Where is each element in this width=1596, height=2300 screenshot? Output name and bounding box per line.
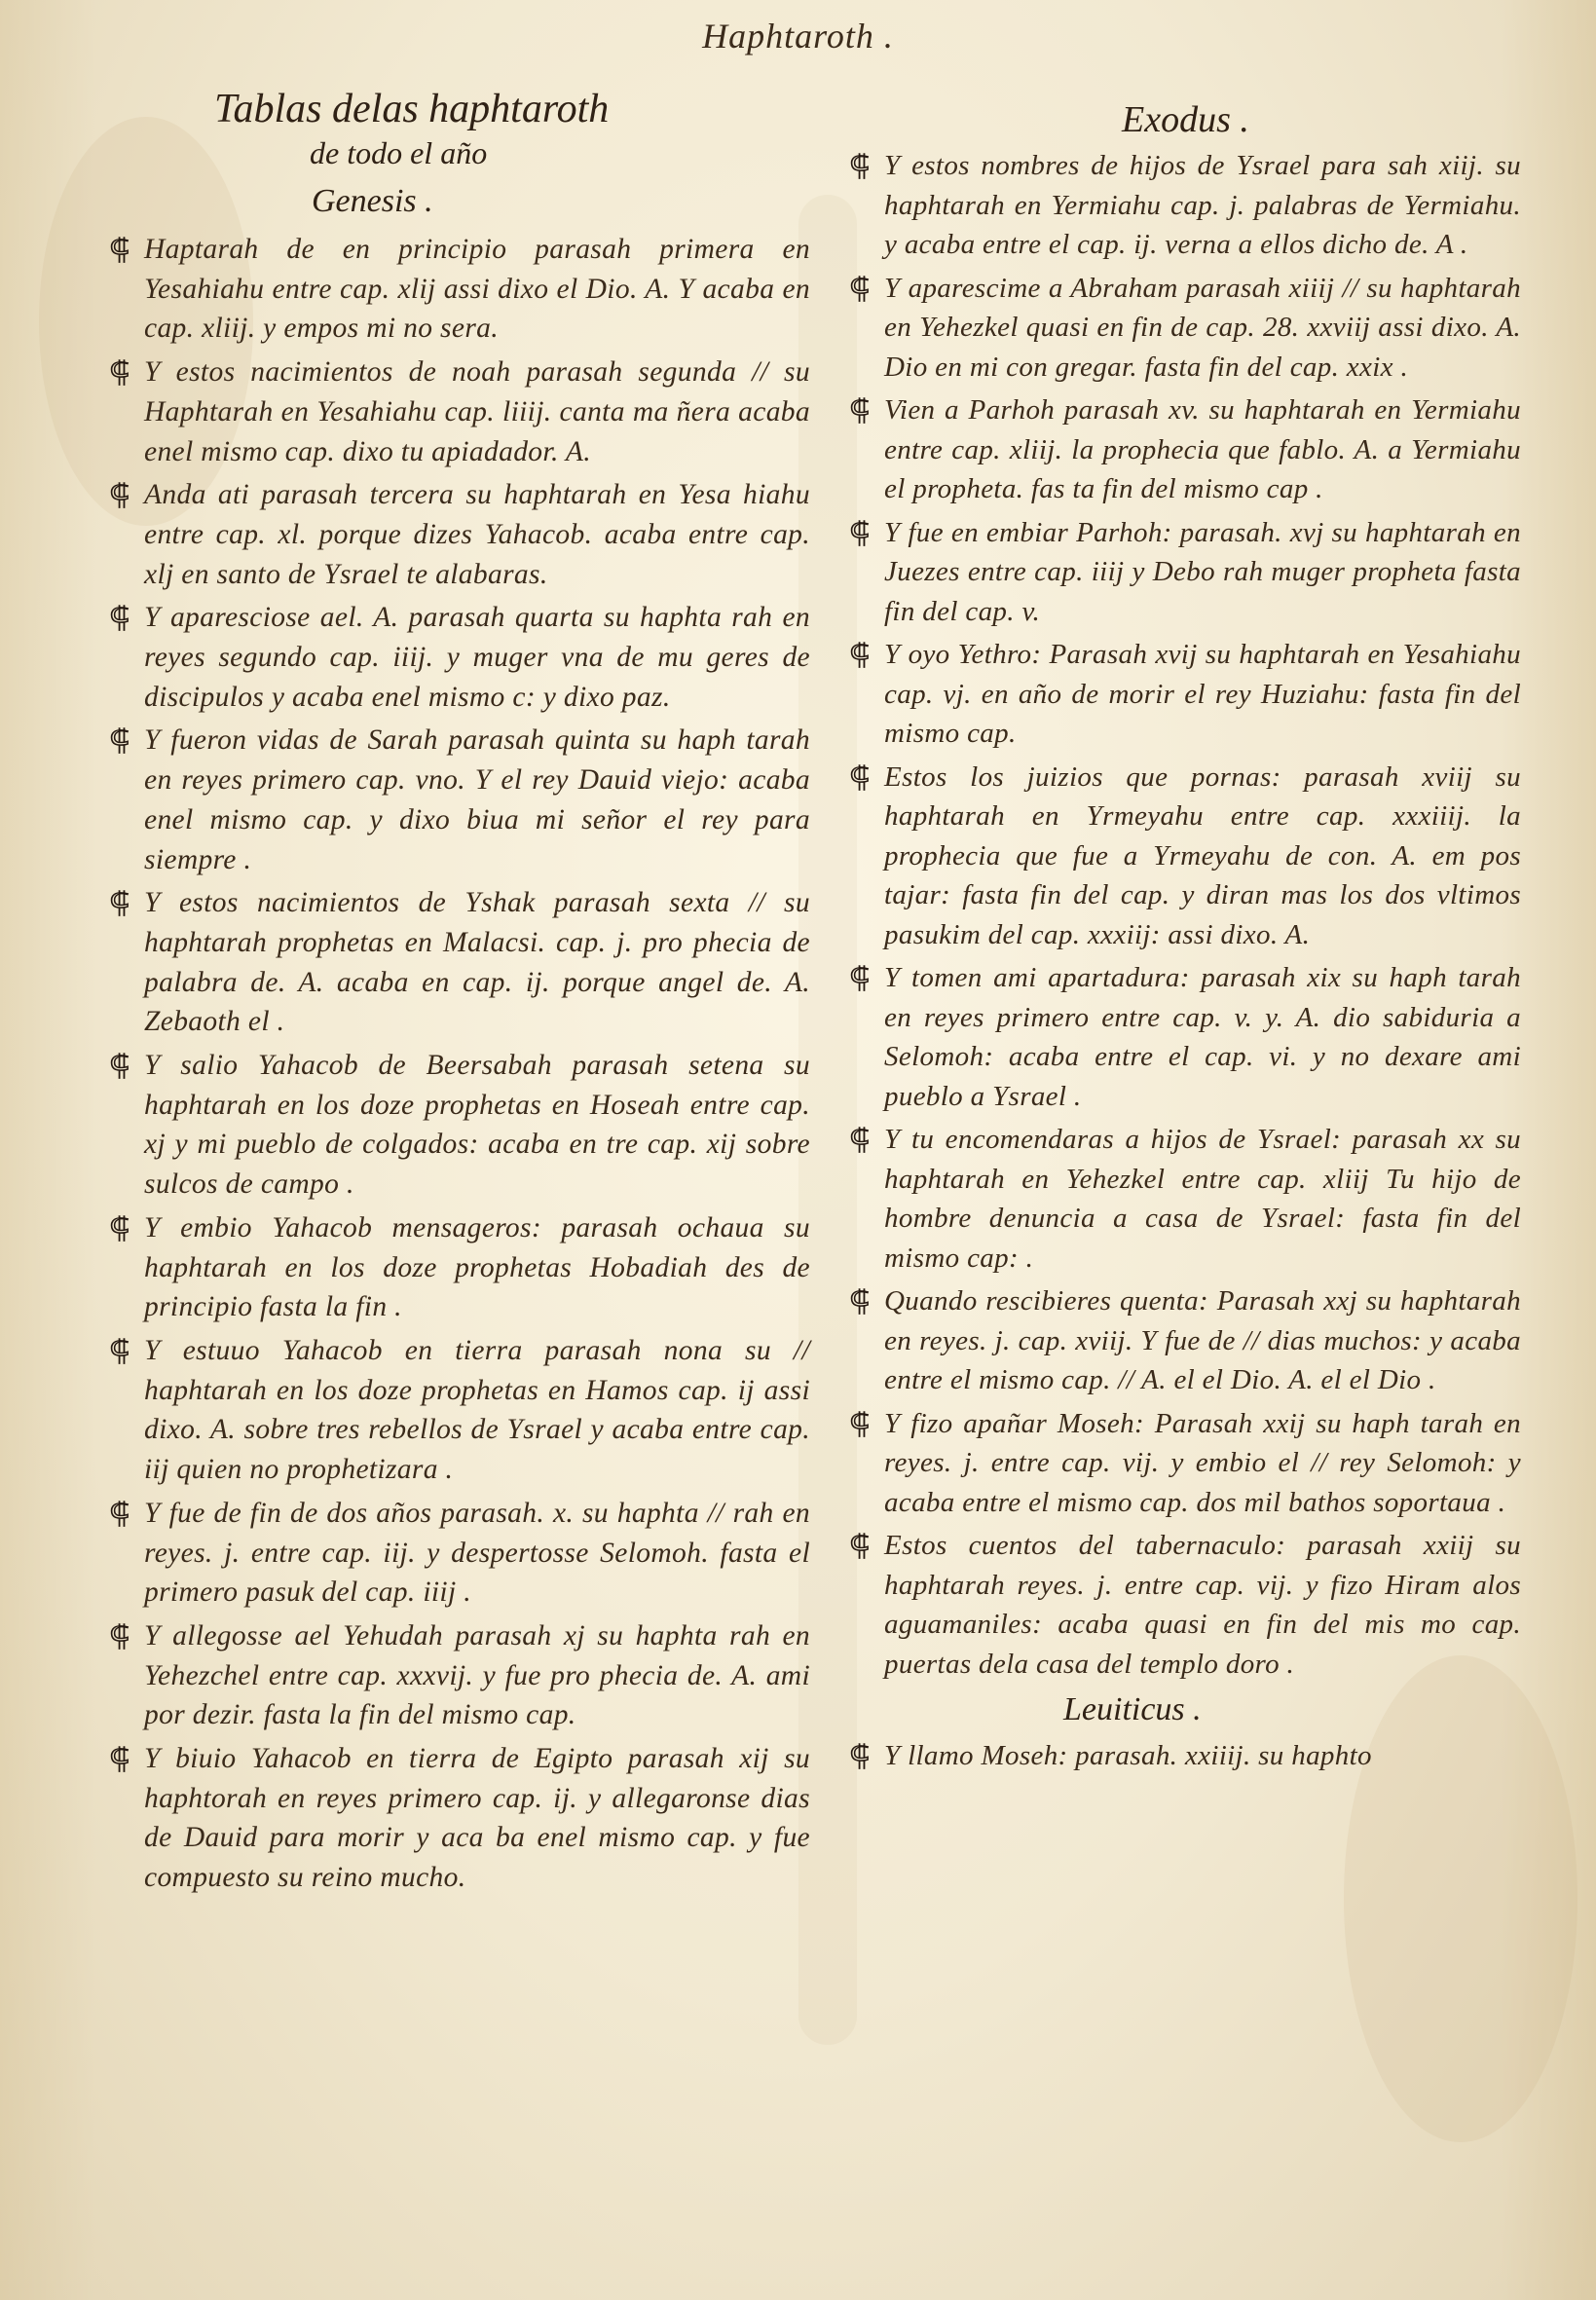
entry-text: Y estos nacimientos de Yshak parasah sexta // su haphtarah prophetas en Malacsi. cap. j. pro phecia de palabra de. A. acaba en cap. ij. porque angel de. A. Zebaoth el .: [144, 887, 810, 1038]
entry-text: Y salio Yahacob de Beersabah parasah setena su haphtarah en los doze prophetas en Hoseah entre cap. xj y mi pueblo de colgados: acaba en tre cap. xij sobre sulcos de campo .: [144, 1050, 810, 1201]
pilcrow-icon: ⸿: [849, 1406, 871, 1441]
haphtarah-entry: [849, 1281, 1521, 1400]
running-head: Haphtaroth .: [702, 17, 894, 56]
right-column: [849, 82, 1521, 1780]
pilcrow-icon: ⸿: [109, 478, 130, 513]
table-title: Tablas delas haphtaroth: [214, 87, 610, 131]
entry-text: Y allegosse ael Yehudah parasah xj su haphta rah en Yehezchel entre cap. xxxvij. y fue pro phecia de. A. ami por dezir. fasta la fin del mismo cap.: [144, 1619, 810, 1731]
haphtarah-entry: [849, 1526, 1521, 1684]
haphtarah-entry: [849, 390, 1521, 509]
entry-text: Estos cuentos del tabernaculo: parasah xxiij su haphtarah reyes. j. entre cap. vij. y fizo Hiram alos aguamaniles: acaba quasi en fin del mis mo cap. puertas dela casa del templo doro .: [884, 1530, 1521, 1680]
haphtarah-entry: [109, 475, 810, 594]
entry-text: Estos los juizios que pornas: parasah xviij su haphtarah en Yrmeyahu entre cap. xxxiiij. la prophecia que fue a Yrmeyahu de con. A. em pos tajar: fasta fin del cap. y diran mas los dos vltimos pasukim del cap. xxxiij: assi dixo. A.: [884, 760, 1521, 950]
book-heading-genesis: Genesis .: [312, 183, 433, 219]
haphtarah-entry: [849, 758, 1521, 955]
haphtarah-entry: [849, 1736, 1521, 1776]
haphtarah-entry: [109, 1616, 810, 1735]
pilcrow-icon: ⸿: [109, 1618, 130, 1653]
entry-text: Y fueron vidas de Sarah parasah quinta su haph tarah en reyes primero cap. vno. Y el rey Dauid viejo: acaba enel mismo cap. y dixo biua mi señor el rey para siempre .: [144, 724, 810, 875]
pilcrow-icon: ⸿: [849, 1284, 871, 1318]
haphtarah-entry: [109, 1331, 810, 1490]
haphtarah-entry: [849, 958, 1521, 1116]
pilcrow-icon: ⸿: [849, 1123, 871, 1157]
entry-text: Anda ati parasah tercera su haphtarah en Yesa hiahu entre cap. xl. porque dizes Yahacob. acaba entre cap. xlj en santo de Ysrael te alabaras.: [144, 479, 810, 590]
entry-text: Y llamo Moseh: parasah. xxiiij. su haphto: [884, 1740, 1372, 1771]
entry-text: Y aparesciose ael. A. parasah quarta su haphta rah en reyes segundo cap. iiij. y muger vna de mu geres de discipulos y acaba enel mismo c: y dixo paz.: [144, 602, 810, 713]
pilcrow-icon: ⸿: [109, 1496, 130, 1531]
pilcrow-icon: ⸿: [109, 723, 130, 759]
pilcrow-icon: ⸿: [849, 393, 871, 427]
entry-text: Y biuio Yahacob en tierra de Egipto parasah xij su haphtorah en reyes primero cap. ij. y allegaronse dias de Dauid para morir y aca ba enel mismo cap. y fue compuesto su reino mucho.: [144, 1743, 810, 1894]
entry-text: Y oyo Yethro: Parasah xvij su haphtarah en Yesahiahu cap. vj. en año de morir el rey Huziahu: fasta fin del mismo cap.: [884, 639, 1521, 749]
haphtarah-entry: [849, 1120, 1521, 1278]
haphtarah-entry: [849, 513, 1521, 632]
pilcrow-icon: ⸿: [109, 1742, 130, 1777]
entry-text: Y fue de fin de dos años parasah. x. su haphta // rah en reyes. j. entre cap. iij. y despertosse Selomoh. fasta el primero pasuk del cap. iiij .: [144, 1497, 810, 1609]
pilcrow-icon: ⸿: [849, 1529, 871, 1563]
haphtarah-entry: [109, 598, 810, 717]
entry-text: Haptarah de en principio parasah primera en Yesahiahu entre cap. xlij assi dixo el Dio. A. Y acaba en cap. xliij. y empos mi no sera.: [144, 234, 810, 345]
haphtarah-entry: [109, 883, 810, 1042]
haphtarah-entry: [109, 352, 810, 471]
haphtarah-entry: [109, 1494, 810, 1613]
pilcrow-icon: ⸿: [109, 355, 130, 390]
haphtarah-entry: [109, 230, 810, 349]
haphtarah-entry: [849, 635, 1521, 754]
pilcrow-icon: ⸿: [849, 638, 871, 672]
pilcrow-icon: ⸿: [109, 886, 130, 921]
pilcrow-icon: ⸿: [109, 1210, 130, 1245]
book-heading-exodus: Exodus .: [1122, 99, 1249, 140]
entry-text: Y fizo apañar Moseh: Parasah xxij su haph tarah en reyes. j. entre cap. vij. y embio el // rey Selomoh: y acaba entre el mismo cap. dos mil bathos soportaua .: [884, 1407, 1521, 1518]
haphtarah-entry: [849, 1404, 1521, 1523]
table-subtitle: de todo el año: [310, 135, 488, 170]
entry-text: Y aparescime a Abraham parasah xiiij // su haphtarah en Yehezkel quasi en fin de cap. 28. xxviij assi dixo. A. Dio en mi con gregar. fasta fin del cap. xxix .: [884, 272, 1521, 383]
entry-text: Vien a Parhoh parasah xv. su haphtarah en Yermiahu entre cap. xliij. la prophecia que fablo. A. a Yermiahu el propheta. fas ta fin del mismo cap .: [884, 394, 1521, 504]
haphtarah-entry: [109, 721, 810, 879]
pilcrow-icon: ⸿: [109, 1333, 130, 1368]
entry-text: Y tomen ami apartadura: parasah xix su haph tarah en reyes primero entre cap. v. y. A. dio sabiduria a Selomoh: acaba entre el cap. vi. y no dexare ami pueblo a Ysrael .: [884, 962, 1521, 1112]
pilcrow-icon: ⸿: [109, 233, 130, 267]
entry-text: Quando rescibieres quenta: Parasah xxj su haphtarah en reyes. j. cap. xviij. Y fue de // dias muchos: y acaba entre el mismo cap. // A. el el Dio. A. el el Dio .: [884, 1285, 1521, 1395]
entry-text: Y estuuo Yahacob en tierra parasah nona su // haphtarah en los doze prophetas en Hamos cap. ij assi dixo. A. sobre tres rebellos de Ysrael y acaba entre cap. iij quien no prophetizara .: [144, 1334, 810, 1486]
entry-text: Y estos nombres de hijos de Ysrael para sah xiij. su haphtarah en Yermiahu cap. j. palabras de Yermiahu. y acaba entre el cap. ij. verna a ellos dicho de. A .: [884, 150, 1521, 260]
pilcrow-icon: ⸿: [849, 961, 871, 995]
pilcrow-icon: ⸿: [109, 601, 130, 636]
pilcrow-icon: ⸿: [109, 1049, 130, 1084]
haphtarah-entry: [109, 1046, 810, 1205]
entry-text: Y fue en embiar Parhoh: parasah. xvj su haphtarah en Juezes entre cap. iiij y Debo rah muger propheta fasta fin del cap. v.: [884, 516, 1521, 627]
pilcrow-icon: ⸿: [849, 271, 871, 306]
entry-text: Y tu encomendaras a hijos de Ysrael: parasah xx su haphtarah en Yehezkel entre cap. xliij Tu hijo de hombre denuncia a casa de Ysrael: fasta fin del mismo cap: .: [884, 1124, 1521, 1274]
pilcrow-icon: ⸿: [849, 760, 871, 795]
left-column: [109, 82, 810, 1902]
pilcrow-icon: ⸿: [849, 1739, 871, 1773]
pilcrow-icon: ⸿: [849, 149, 871, 183]
haphtarah-entry: [849, 269, 1521, 388]
entry-text: Y embio Yahacob mensageros: parasah ochaua su haphtarah en los doze prophetas Hobadiah des de principio fasta la fin .: [144, 1211, 810, 1323]
haphtarah-entry: [849, 146, 1521, 265]
entry-text: Y estos nacimientos de noah parasah segunda // su Haphtarah en Yesahiahu cap. liiij. canta ma ñera acaba enel mismo cap. dixo tu apiadador. A.: [144, 356, 810, 467]
haphtarah-entry: [109, 1739, 810, 1898]
book-heading-leviticus: Leuiticus .: [1063, 1691, 1202, 1727]
pilcrow-icon: ⸿: [849, 515, 871, 550]
haphtarah-entry: [109, 1208, 810, 1327]
